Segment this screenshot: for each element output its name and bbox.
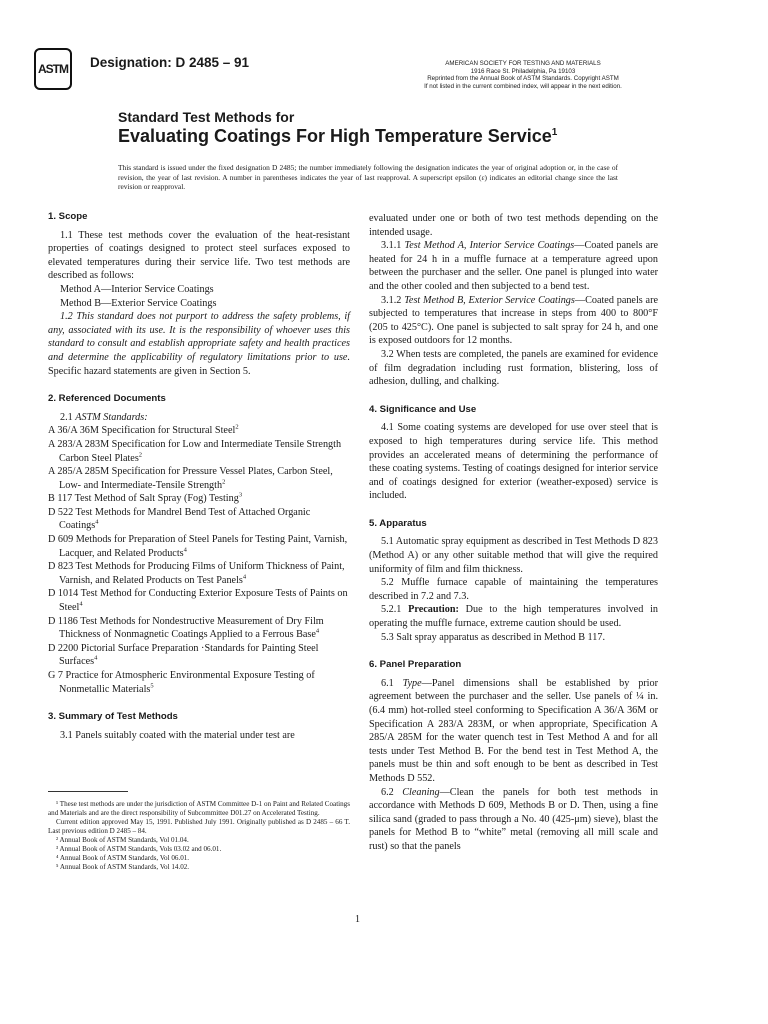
reference-text: A 36/A 36M Specification for Structural Steel — [48, 425, 236, 437]
astm-logo: ASTM — [34, 48, 72, 90]
paragraph-number: 3.1.2 — [381, 294, 405, 306]
section-heading-panel-preparation: 6. Panel Preparation — [369, 659, 462, 671]
paragraph-number: 6.1 — [381, 677, 403, 689]
reference-text: D 2200 Pictorial Surface Preparation ·Standards for Painting Steel Surfaces — [48, 642, 319, 668]
paragraph-3-1-2 — [369, 294, 658, 348]
paragraph-5-3: 5.3 Salt spray apparatus as described in Method B 117. — [381, 631, 605, 643]
designation: Designation: D 2485 – 91 — [90, 55, 250, 70]
reference-item — [48, 642, 350, 669]
reference-item — [48, 615, 350, 642]
reference-text: A 283/A 283M Specification for Low and Intermediate Tensile Strength Carbon Steel Plates — [48, 438, 342, 464]
paragraph-lead: Test Method A, Interior Service Coatings — [404, 240, 575, 252]
reference-text: D 522 Test Methods for Mandrel Bend Test of Attached Organic Coatings — [48, 506, 311, 532]
paragraph-5-2-1 — [369, 603, 658, 630]
paragraph-lead: Type — [402, 677, 422, 689]
paragraph-6-2 — [369, 786, 658, 854]
paragraph-3-1-continued: evaluated under one or both of two test methods depending on the intended usage. — [369, 213, 658, 238]
reference-item — [48, 506, 350, 533]
reference-footnote-mark: 4 — [94, 655, 98, 663]
section-heading-apparatus: 5. Apparatus — [369, 517, 427, 529]
footnote-2: ² Annual Book of ASTM Standards, Vol 01.04. — [56, 836, 189, 844]
safety-tail: Specific hazard statements are given in Section 5. — [48, 365, 251, 377]
paragraph-4-1: 4.1 Some coating systems are developed for use over steel that is exposed to high temperatures during service life. This method provides an accelerated means of determining the performance of these coating systems. Testing of coatings designed for interior service and of coatings designed for exterior (weather-exposed) service is included. — [369, 422, 658, 502]
issue-note: This standard is issued under the fixed designation D 2485; the number immediately following the designation indicates the year of original adoption or, in the case of revision, the year of last revision. A number in parentheses indicates the year of last reapproval. A superscript epsilon (ε) indicates an editorial change since the last revision or reapproval. — [118, 163, 618, 192]
reference-footnote-mark: 2 — [235, 423, 239, 431]
reference-footnote-mark: 4 — [315, 627, 320, 635]
paragraph-1-1: 1.1 These test methods cover the evaluation of the heat-resistant properties of coatings designed to protect steel surfaces exposed to elevated temperatures during their service life. Two test methods are described as follows: — [48, 229, 350, 282]
publisher-info — [398, 60, 648, 90]
reference-item — [48, 587, 350, 614]
reference-footnote-mark: 4 — [183, 546, 187, 554]
paragraph-text: Due to the high temperatures involved in operating the muffle furnace, extreme caution should be used. — [369, 604, 658, 630]
reference-text: G 7 Practice for Atmospheric Environmental Exposure Testing of Nonmetallic Materials — [48, 670, 315, 695]
method-b-line: Method B—Exterior Service Coatings — [60, 297, 217, 309]
paragraph-lead: Cleaning — [402, 786, 440, 798]
reference-footnote-mark: 4 — [242, 573, 247, 581]
reference-item — [48, 438, 350, 465]
reference-footnote-mark: 3 — [238, 491, 243, 499]
right-column — [369, 212, 658, 854]
title-footnote-mark: 1 — [551, 127, 558, 138]
paragraph-3-2: 3.2 When tests are completed, the panels are examined for evidence of film degradation including rust formation, blistering, loss of adhesion, dulling, and chalking. — [369, 348, 658, 388]
paragraph-3-1-1 — [369, 239, 658, 293]
footnote-3: ³ Annual Book of ASTM Standards, Vols 03.02 and 06.01. — [56, 845, 222, 853]
paragraph-1-2 — [48, 310, 350, 378]
footnote-4: ⁴ Annual Book of ASTM Standards, Vol 06.01. — [56, 854, 190, 862]
paragraph-text: —Coated panels are subjected to temperatures that increase in steps from 400 to 800°F (205 to 425°C). One panel is subjected to salt spray for 24 h, and one is exposed outdoors for 12 months. — [369, 294, 658, 347]
reference-footnote-mark: 2 — [138, 451, 143, 459]
safety-caveat: 1.2 This standard does not purport to address the safety problems, if any, associated with its use. It is the responsibility of whoever uses this standard to consult and establish appropriate safety and health practices and determine the applicability of regulatory limitations prior to use. — [48, 311, 350, 363]
reference-item — [48, 492, 350, 506]
paragraph-lead: Test Method B, Exterior Service Coatings — [404, 294, 575, 306]
section-heading-referenced-documents: 2. Referenced Documents — [48, 393, 166, 405]
paragraph-text: —Clean the panels for both test methods in accordance with Methods D 609, Methods B or D. Then, using a fine silica sand (graded to pass through a No. 40 (425-μm) sieve), blast the panels for Method B to “white” metal (removing all mill scale and rust) so that the panels — [369, 786, 659, 852]
reference-footnote-mark: 5 — [150, 682, 154, 690]
reference-text: D 1186 Test Methods for Nondestructive Measurement of Dry Film Thickness of Nonmagnetic Coatings Applied to a Ferrous Base — [48, 615, 324, 641]
reference-footnote-mark: 4 — [79, 600, 83, 608]
reference-item — [48, 669, 350, 696]
reference-text: D 1014 Test Method for Conducting Exterior Exposure Tests of Paints on Steel — [48, 588, 348, 614]
footnote-1: ¹ These test methods are under the jurisdiction of ASTM Committee D-1 on Paint and Related Coatings and Materials and are the direct responsibility of Subcommittee D01.27 on Accelerated Testing. — [48, 800, 350, 817]
footnotes — [48, 800, 350, 872]
document-title-text: Evaluating Coatings For High Temperature Service — [118, 126, 552, 146]
paragraph-number: 5.2.1 — [381, 604, 409, 616]
document-title — [118, 126, 557, 147]
footnote-5: ⁵ Annual Book of ASTM Standards, Vol 14.02. — [56, 863, 190, 871]
section-heading-scope: 1. Scope — [48, 211, 88, 222]
footnote-rule — [48, 791, 128, 792]
left-column — [48, 210, 350, 742]
paragraph-6-1 — [369, 677, 658, 786]
reference-text: B 117 Test Method of Salt Spray (Fog) Testing — [48, 493, 239, 505]
paragraph-5-1: 5.1 Automatic spray equipment as described in Test Methods D 823 (Method A) or any other suitable method that will give the required uniformity of film and film thickness. — [369, 536, 658, 575]
reference-item — [48, 533, 350, 560]
paragraph-number: 3.1.1 — [381, 240, 405, 252]
publisher-line: Reprinted from the Annual Book of ASTM Standards. Copyright ASTM — [427, 75, 619, 83]
reference-text: A 285/A 285M Specification for Pressure Vessel Plates, Carbon Steel, Low- and Intermediate-Tensile Strength — [48, 466, 333, 491]
footnote-1-edition: Current edition approved May 15, 1991. Published July 1991. Originally published as D 2485 – 66 T. Last previous edition D 2485 – 84. — [48, 818, 350, 835]
precaution-label: Precaution: — [408, 604, 459, 616]
paragraph-number: 2.1 — [60, 411, 76, 423]
reference-footnote-mark: 4 — [95, 519, 99, 527]
reference-text: D 609 Methods for Preparation of Steel Panels for Testing Paint, Varnish, Lacquer, and Related Products — [48, 534, 348, 559]
reference-item — [48, 424, 350, 438]
method-a-line: Method A—Interior Service Coatings — [60, 283, 214, 295]
reference-item — [48, 560, 350, 587]
reference-footnote-mark: 2 — [222, 478, 226, 486]
reference-text: D 823 Test Methods for Producing Films of Uniform Thickness of Paint, Varnish, and Related Products on Test Panels — [48, 561, 345, 586]
paragraph-5-2: 5.2 Muffle furnace capable of maintaining the temperatures described in 7.2 and 7.3. — [369, 577, 658, 602]
page-number: 1 — [355, 914, 360, 925]
section-heading-significance: 4. Significance and Use — [369, 403, 477, 415]
publisher-line: 1916 Race St. Philadelphia, Pa 19103 — [470, 67, 576, 75]
paragraph-text: —Coated panels are heated for 24 h in a muffle furnace at a temperature agreed upon between the purchaser and the seller. One panel is plunged into water and the other cooled and then subjected to a bend test. — [369, 240, 659, 292]
paragraph-3-1: 3.1 Panels suitably coated with the material under test are — [60, 729, 295, 741]
astm-standards-label: ASTM Standards: — [75, 411, 148, 423]
reference-item — [48, 465, 350, 492]
publisher-line: AMERICAN SOCIETY FOR TESTING AND MATERIALS — [445, 60, 601, 67]
section-heading-summary: 3. Summary of Test Methods — [48, 711, 178, 723]
paragraph-2-1 — [48, 411, 350, 425]
paragraph-number: 6.2 — [381, 786, 403, 798]
document-title-prefix: Standard Test Methods for — [118, 109, 295, 125]
publisher-line: If not listed in the current combined index, will appear in the next edition. — [424, 82, 622, 90]
paragraph-text: —Panel dimensions shall be established by prior agreement between the purchaser and the seller. Use panels of ¼ in. (6.4 mm) hot-rolled steel conforming to Specification A 36/A 36M or Specification A 283/A 283M, or when appropriate, Specification A 285/A 285M for the water quench test in Test Method A and for all tests under Test Method B. For the bend test in Test Method A, the panels must be thin and soft enough to be bent as described in Test Methods D 552. — [369, 677, 658, 784]
